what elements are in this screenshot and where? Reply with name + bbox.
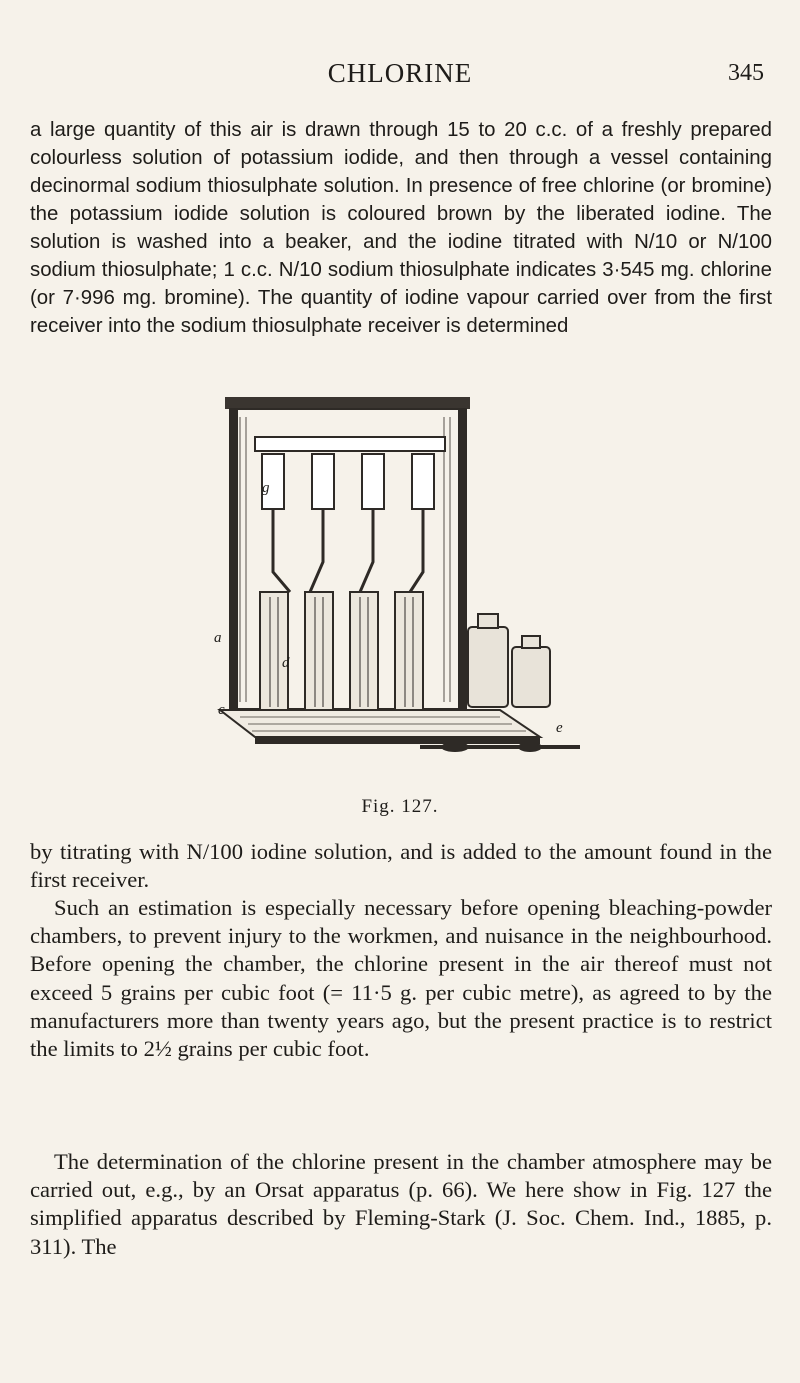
label-g: g <box>262 480 270 496</box>
paragraph-4: The determination of the chlorine present in the chamber atmosphere may be carried out, e.g., by an Orsat apparatus (p. 66). We here show in Fig. 127 the simplified apparatus described by Fleming-Stark (J. Soc. Chem. Ind., 1885, p. 311). The <box>30 1149 772 1259</box>
paragraph-1: a large quantity of this air is drawn through 15 to 20 c.c. of a freshly prepared colourless solution of potassium iodide, and then through a vessel containing decinormal sodium thiosulphate solution. In presence of free chlorine (or bromine) the potassium iodide solution is coloured brown by the liberated iodine. The solution is washed into a beaker, and the iodine titrated with N/10 or N/100 sodium thiosulphate; 1 c.c. N/10 sodium thiosulphate indicates 3·545 mg. chlorine (or 7·996 mg. bromine). The quantity of iodine vapour carried over from the first receiver into the sodium thiosulphate receiver is determined <box>30 119 772 337</box>
apparatus-figure <box>200 392 600 787</box>
label-c: c <box>218 702 225 718</box>
label-e: e <box>556 720 563 736</box>
page-number: 345 <box>728 60 764 86</box>
figure-caption: Fig. 127. <box>361 796 439 817</box>
paragraph-3: Such an estimation is especially necessary before opening bleaching-powder chambers, to prevent injury to the workmen, and nuisance in the neighbourhood. Before opening the chamber, the chlorine present in the air thereof must not exceed 5 grains per cubic foot (= 11·5 g. per cubic metre), as agreed to by the manufacturers more than twenty years ago, but the present practice is to restrict the limits to 2½ grains per cubic foot. <box>30 895 772 1062</box>
page-header <box>0 58 800 98</box>
label-d: d <box>282 655 290 671</box>
apparatus-illustration <box>200 392 600 787</box>
paragraph-2: by titrating with N/100 iodine solution, and is added to the amount found in the first receiver. <box>30 839 772 893</box>
running-title: CHLORINE <box>327 58 473 88</box>
label-a: a <box>214 630 222 646</box>
